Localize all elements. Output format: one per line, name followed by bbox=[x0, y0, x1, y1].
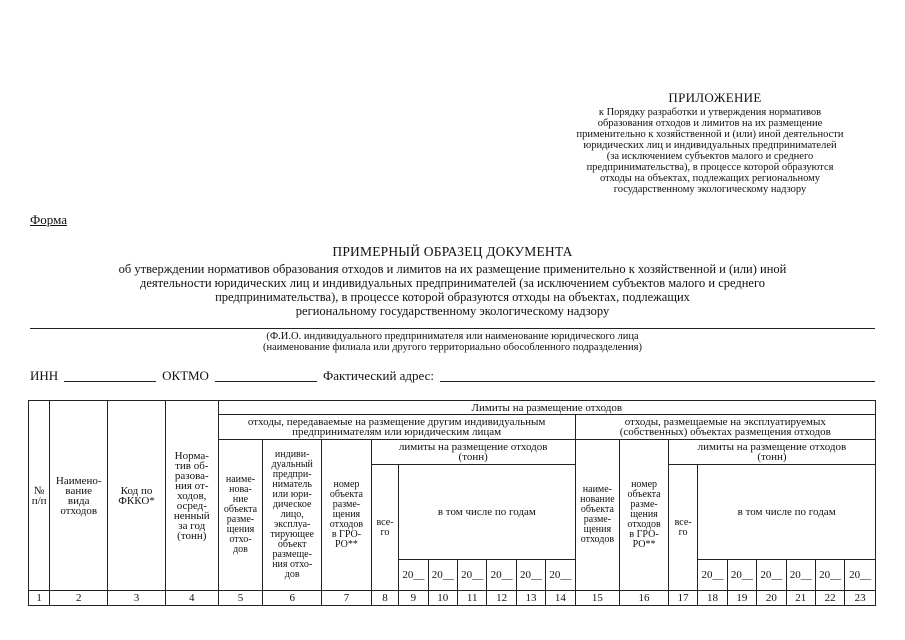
col-header-limits: Лимиты на размещение отходов bbox=[218, 401, 875, 415]
year-cell: 20__ bbox=[727, 560, 756, 591]
column-number: 13 bbox=[516, 591, 545, 606]
col-header-waste-name: Наимено- вание вида отходов bbox=[50, 401, 108, 591]
inn-label: ИНН bbox=[30, 368, 59, 383]
col-header-limits-tons-own: лимиты на размещение отходов (тонн) bbox=[668, 440, 875, 465]
appendix-text bbox=[540, 107, 880, 195]
column-number: 22 bbox=[815, 591, 844, 606]
address-label: Фактический адрес: bbox=[322, 368, 435, 383]
column-number: 23 bbox=[845, 591, 876, 606]
entity-name-caption bbox=[30, 331, 875, 353]
appendix-line: (за исключением субъектов малого и среднего bbox=[606, 151, 814, 162]
column-number: 14 bbox=[546, 591, 575, 606]
subtitle-line: об утверждении нормативов образования отходов и лимитов на их размещение применительно к хозяйственной и (или) иной bbox=[118, 262, 787, 276]
column-number: 5 bbox=[218, 591, 263, 606]
year-cell: 20__ bbox=[428, 560, 457, 591]
col-header-limits-tons: лимиты на размещение отходов (тонн) bbox=[371, 440, 575, 465]
subtitle-line: предпринимательства), в процессе которой образуются отходы на объектах, подлежащих bbox=[215, 290, 690, 304]
column-number: 1 bbox=[29, 591, 50, 606]
column-number: 16 bbox=[620, 591, 669, 606]
caption-line: (наименование филиала или другого территориально обособленного подразделения) bbox=[262, 342, 642, 353]
col-header-object-name: наиме- нова- ние объекта разме- щения отхо- дов bbox=[218, 440, 263, 591]
subtitle-line: деятельности юридических лиц и индивидуальных предпринимателей (за исключением субъектов малого и среднего bbox=[139, 276, 766, 290]
year-cell: 20__ bbox=[757, 560, 786, 591]
inn-field[interactable] bbox=[64, 367, 156, 382]
col-header-total: все- го bbox=[371, 465, 398, 591]
year-cell: 20__ bbox=[786, 560, 815, 591]
column-number: 2 bbox=[50, 591, 108, 606]
form-label: Форма bbox=[30, 212, 67, 227]
appendix-line: к Порядку разработки и утверждения нормативов bbox=[598, 107, 822, 118]
oktmo-field[interactable] bbox=[215, 367, 317, 382]
col-header-operator: индиви- дуальный предпри- ниматель или юри- дическое лицо, эксплуа- тирующее объект размеще- ния отхо- дов bbox=[263, 440, 322, 591]
col-header-by-years-own: в том числе по годам bbox=[698, 465, 876, 560]
appendix-line: предпринимательства), в процессе которой образуются bbox=[586, 162, 834, 173]
appendix-line: юридических лиц и индивидуальных предпринимателей bbox=[583, 140, 837, 151]
column-number: 12 bbox=[487, 591, 516, 606]
appendix-line: применительно к хозяйственной и (или) иной деятельности bbox=[576, 129, 844, 140]
year-cell: 20__ bbox=[546, 560, 575, 591]
col-header-total-own: все- го bbox=[668, 465, 697, 591]
column-number: 10 bbox=[428, 591, 457, 606]
appendix-line: отходы на объектах, подлежащих региональному bbox=[599, 173, 821, 184]
group-header-own-objects: отходы, размещаемые на эксплуатируемых (собственных) объектах размещения отходов bbox=[575, 415, 875, 440]
col-header-gro-number-own: номер объекта разме- щения отходов в ГРО- РО** bbox=[620, 440, 669, 591]
entity-name-line[interactable] bbox=[30, 328, 875, 329]
column-numbers-row bbox=[29, 591, 876, 606]
col-header-number: № п/п bbox=[29, 401, 50, 591]
column-number: 17 bbox=[668, 591, 697, 606]
column-number: 11 bbox=[457, 591, 486, 606]
column-number: 21 bbox=[786, 591, 815, 606]
column-number: 6 bbox=[263, 591, 322, 606]
col-header-norm: Норма- тив об- разова- ния от- ходов, осред- ненный за год (тонн) bbox=[165, 401, 218, 591]
column-number: 4 bbox=[165, 591, 218, 606]
year-cell: 20__ bbox=[457, 560, 486, 591]
column-number: 8 bbox=[371, 591, 398, 606]
oktmo-label: ОКТМО bbox=[162, 368, 209, 383]
document-title: ПРИМЕРНЫЙ ОБРАЗЕЦ ДОКУМЕНТА bbox=[332, 244, 573, 259]
appendix-line: государственному экологическому надзору bbox=[613, 184, 807, 195]
address-field[interactable] bbox=[440, 367, 875, 382]
col-header-object-name-own: наиме- нование объекта разме- щения отходов bbox=[575, 440, 620, 591]
limits-table bbox=[28, 400, 876, 606]
caption-line: (Ф.И.О. индивидуального предпринимателя или наименование юридического лица bbox=[266, 331, 639, 342]
col-header-by-years: в том числе по годам bbox=[399, 465, 575, 560]
group-header-transferred: отходы, передаваемые на размещение другим индивидуальным предпринимателям или юридическим лицам bbox=[218, 415, 575, 440]
column-number: 20 bbox=[757, 591, 786, 606]
year-cell: 20__ bbox=[698, 560, 727, 591]
subtitle-line: региональному государственному экологическому надзору bbox=[295, 304, 610, 318]
column-number: 7 bbox=[322, 591, 372, 606]
document-subtitle bbox=[40, 262, 865, 318]
column-number: 19 bbox=[727, 591, 756, 606]
column-number: 3 bbox=[108, 591, 166, 606]
col-header-gro-number: номер объекта разме- щения отходов в ГРО- РО** bbox=[322, 440, 372, 591]
column-number: 18 bbox=[698, 591, 727, 606]
appendix-title: ПРИЛОЖЕНИЕ bbox=[668, 90, 762, 105]
year-cell: 20__ bbox=[399, 560, 428, 591]
column-number: 9 bbox=[399, 591, 428, 606]
year-cell: 20__ bbox=[815, 560, 844, 591]
col-header-fkko-code: Код по ФККО* bbox=[108, 401, 166, 591]
year-cell: 20__ bbox=[516, 560, 545, 591]
appendix-line: образования отходов и лимитов на их размещение bbox=[597, 118, 823, 129]
year-cell: 20__ bbox=[845, 560, 876, 591]
column-number: 15 bbox=[575, 591, 620, 606]
identifiers-row bbox=[30, 366, 875, 384]
year-cell: 20__ bbox=[487, 560, 516, 591]
